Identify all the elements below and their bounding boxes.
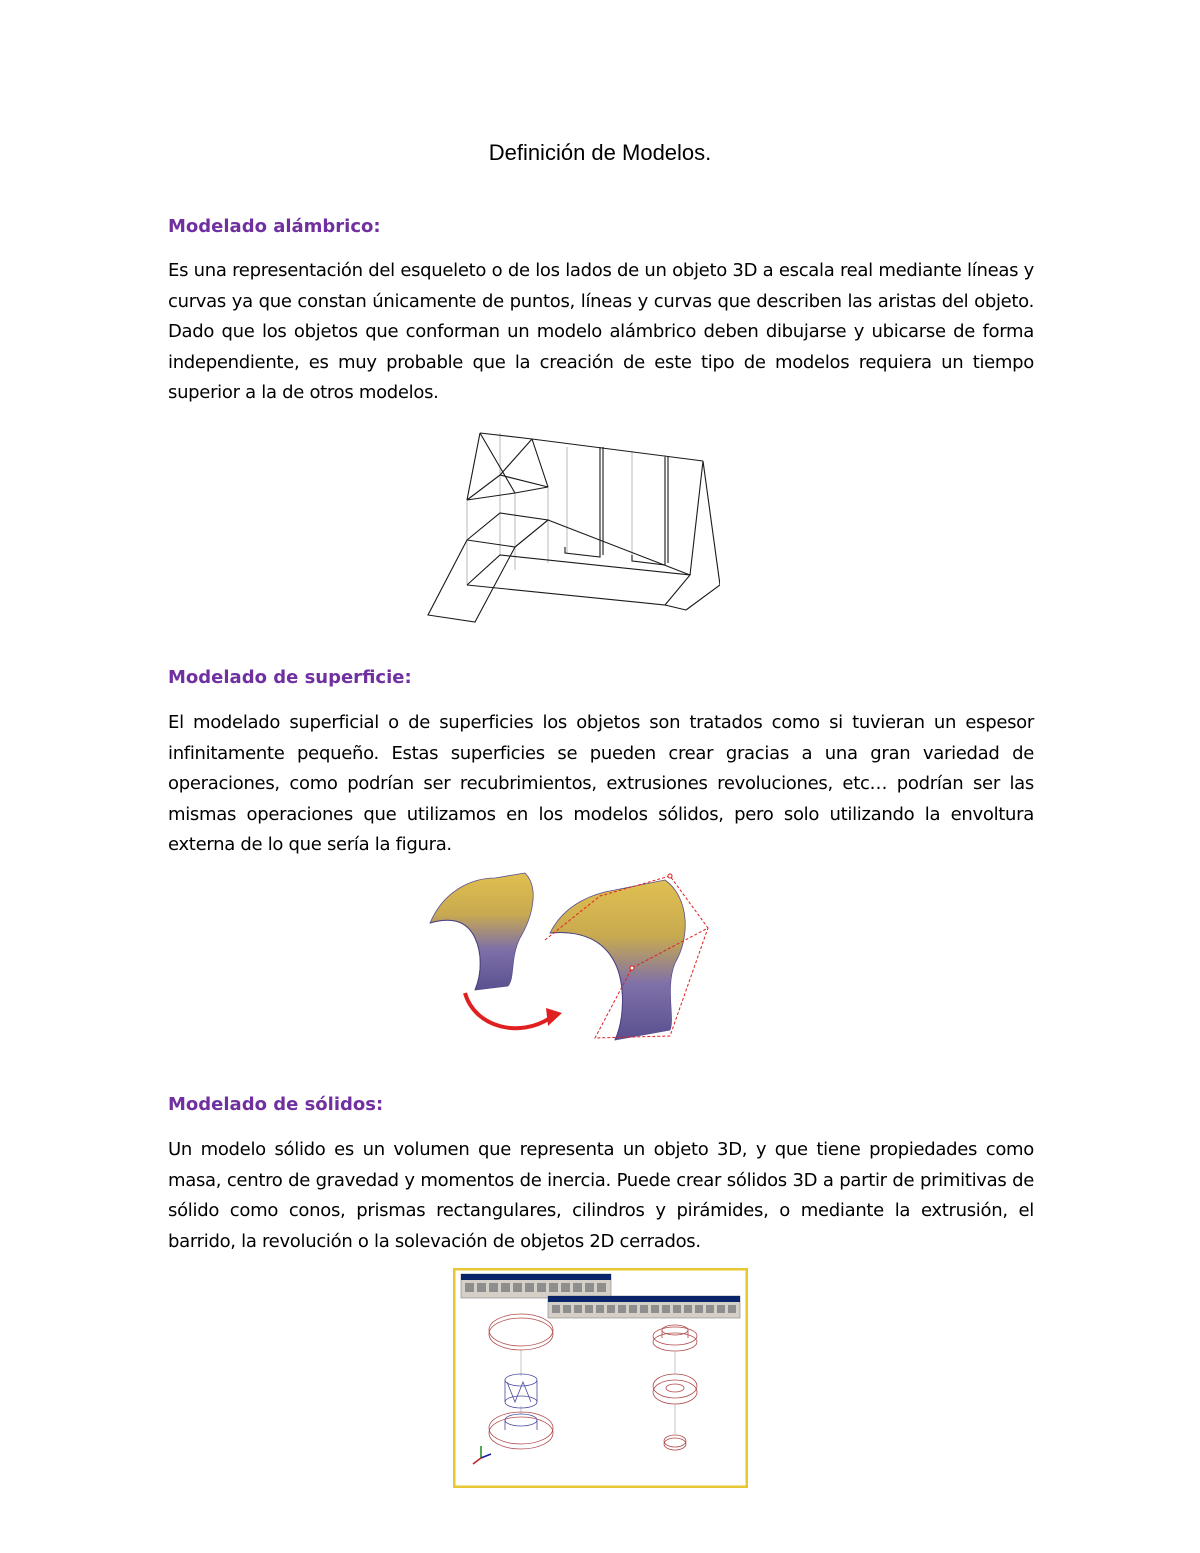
section-body-surface: El modelado superficial o de superficies los objetos son tratados como si tuvieran un espesor infinitamente pequeño. Estas superficies se pueden crear gracias a una gran variedad de operaciones, como podrían ser recubrimientos, extrusiones revoluciones, etc… podrían ser las mismas operaciones que utilizamos en los modelos sólidos, pero solo utilizando la envoltura externa de lo que sería la figura. [168,712,1034,855]
section-body-solids: Un modelo sólido es un volumen que representa un objeto 3D, y que tiene propiedades como masa, centro de gravedad y momentos de inercia. Puede crear sólidos 3D a partir de primitivas de sólido como conos, prismas rectangulares, cilindros y pirámides, o mediante la extrusión, el barrido, la revolución o la solevación de objetos 2D cerrados. [168,1139,1034,1252]
page-title: Definición de Modelos. [488,140,712,165]
section-heading-wireframe: Modelado alámbrico: [168,216,381,237]
solid-model-figure [453,1268,748,1488]
wireframe-model-figure [420,425,720,625]
section-heading-surface: Modelado de superficie: [168,667,412,688]
surface-model-figure [420,868,710,1048]
section-heading-solids: Modelado de sólidos: [168,1094,384,1115]
section-body-wireframe: Es una representación del esqueleto o de los lados de un objeto 3D a escala real mediante líneas y curvas ya que constan únicamente de puntos, líneas y curvas que describen las aristas del objeto. Dado que los objetos que conforman un modelo alámbrico deben dibujarse y ubicarse de forma independiente, es muy probable que la creación de este tipo de modelos requiera un tiempo superior a la de otros modelos. [168,260,1034,403]
